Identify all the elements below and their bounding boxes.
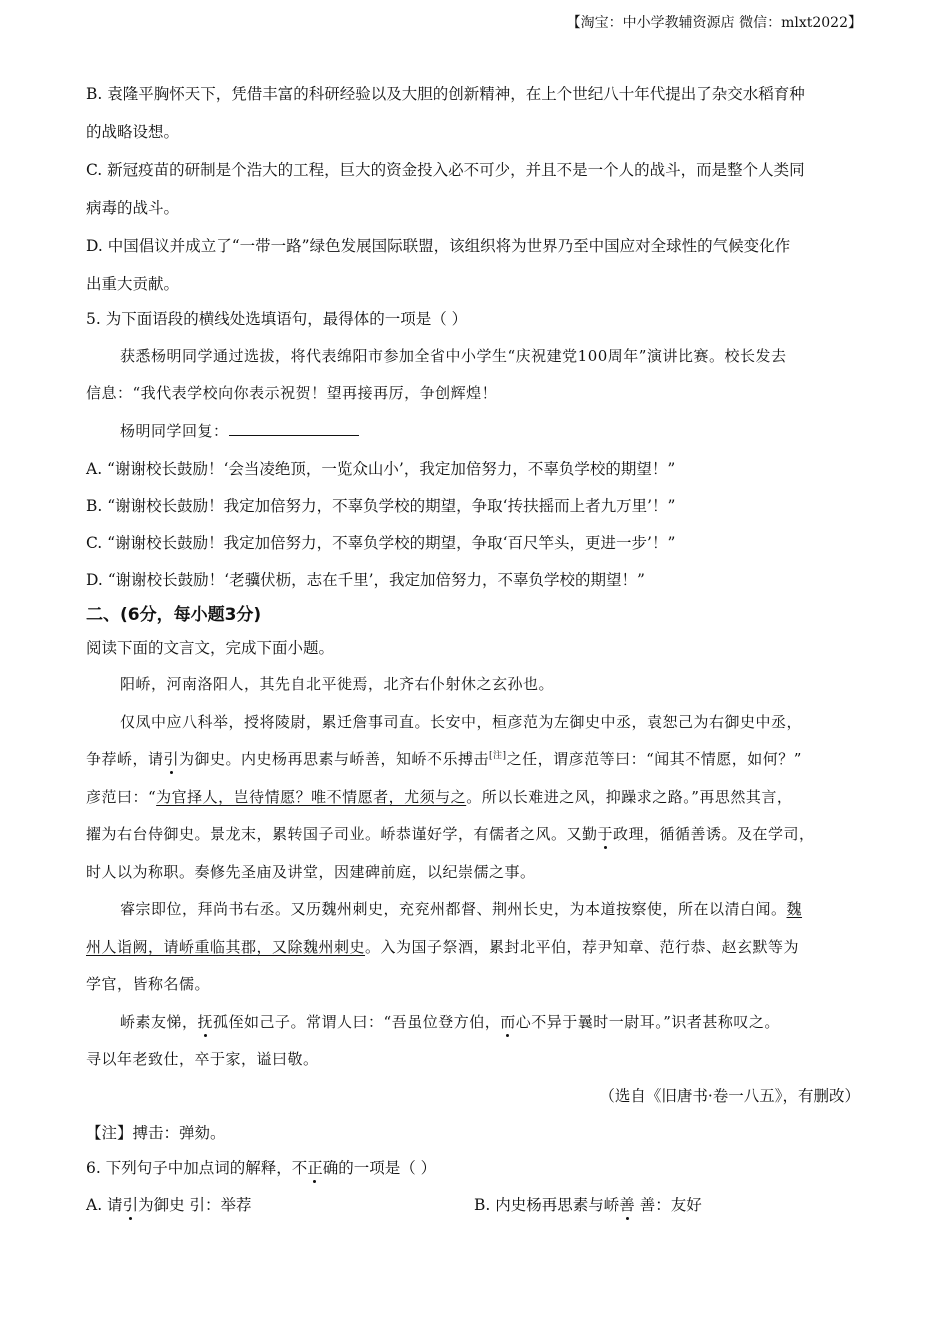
q5-passage-line1: 获悉杨明同学通过选拔，将代表绵阳市参加全省中小学生“庆祝建党100周年”演讲比赛。校长发去 — [120, 347, 787, 365]
dotted-word: 引 — [122, 1196, 139, 1214]
text-span: 。所以长难进之风，抑躁求之路。”再思然其言， — [466, 788, 793, 806]
q5-stem: 5. 为下面语段的横线处选填语句，最得体的一项是（ ） — [86, 310, 468, 328]
q4-option-d-line1: D. 中国倡议并成立了“一带一路”绿色发展国际联盟，该组织将为世界乃至中国应对全球性的气候变化作 — [86, 237, 791, 255]
passage-p2-line3 — [86, 786, 792, 807]
text-span: 善：友好 — [634, 1196, 702, 1214]
underlined-sentence: 魏 — [786, 900, 803, 918]
dotted-word: 于 — [597, 825, 614, 843]
passage-p3-line3: 学官，皆称名儒。 — [86, 975, 211, 993]
text-span: 。入为国子祭酒，累封北平伯，荐尹知章、范行恭、赵玄默等为 — [365, 938, 800, 956]
q5-answer-blank — [229, 421, 359, 436]
q5-option-a: A. “谢谢校长鼓励！‘会当凌绝顶，一览众山小’，我定加倍努力，不辜负学校的期望！” — [86, 460, 676, 478]
q5-reply-label: 杨明同学回复： — [120, 422, 229, 440]
text-span: A. 请 — [86, 1196, 123, 1214]
passage-p1: 阳峤，河南洛阳人，其先自北平徙焉，北齐右仆射休之玄孙也。 — [120, 675, 555, 693]
q5-option-c: C. “谢谢校长鼓励！我定加倍努力，不辜负学校的期望，争取‘百尺竿头，更进一步’！” — [86, 534, 676, 552]
dotted-word: 引 — [163, 750, 180, 768]
text-span: 争荐峤，请 — [86, 750, 164, 768]
q4-option-c-line1: C. 新冠疫苗的研制是个浩大的工程，巨大的资金投入必不可少，并且不是一个人的战斗，而是整个人类同 — [86, 161, 805, 179]
footnote: 【注】搏击：弹劾。 — [86, 1124, 226, 1142]
text-span: 6. 下列句子中加点词的解释， — [86, 1159, 292, 1177]
passage-p4-line1 — [120, 1011, 780, 1032]
text-span: 孤侄如己子。常谓人曰：“吾虽位登方伯， — [213, 1013, 501, 1031]
text-span: 心不异于曩时一尉耳。”识者甚称叹之。 — [515, 1013, 780, 1031]
dotted-word: 善 — [619, 1196, 635, 1214]
q6-stem — [86, 1156, 436, 1178]
section2-heading: 二、(6分，每小题3分) — [86, 605, 262, 625]
text-span: 峤素友悌， — [120, 1013, 198, 1031]
text-span: 擢为右台侍御史。景龙末，累转国子司业。峤恭谨好学，有儒者之风。又勤 — [86, 825, 598, 843]
q6-option-b — [474, 1193, 702, 1215]
passage-p2-line5: 时人以为称职。奏修先圣庙及讲堂，因建碑前庭，以纪崇儒之事。 — [86, 863, 536, 881]
page-header: 【淘宝：中小学教辅资源店 微信：mlxt2022】 — [566, 15, 862, 31]
passage-p3-line2 — [86, 936, 799, 957]
underlined-sentence: 为官择人，岂待情愿？唯不情愿者，尤须与之 — [156, 788, 467, 806]
text-span: 为御史 引：举荐 — [138, 1196, 252, 1214]
section2-instruction: 阅读下面的文言文，完成下面小题。 — [86, 639, 335, 657]
q5-option-b: B. “谢谢校长鼓励！我定加倍努力，不辜负学校的期望，争取‘抟扶摇而上者九万里’！” — [86, 497, 676, 515]
passage-p3-line1 — [120, 898, 802, 919]
q4-option-d-line2: 出重大贡献。 — [86, 275, 180, 293]
passage-p2-line4 — [86, 823, 815, 844]
q4-option-b-line1: B. 袁隆平胸怀天下，凭借丰富的科研经验以及大胆的创新精神，在上个世纪八十年代提出了杂交水稻育种 — [86, 85, 805, 103]
passage-source: （选自《旧唐书·卷一八五》，有删改） — [599, 1087, 860, 1105]
text-span: 彦范曰：“ — [86, 788, 157, 806]
footnote-marker: [注] — [489, 751, 507, 761]
passage-p2-line1: 仅凤中应八科举，授将陵尉，累迁詹事司直。长安中，桓彦范为左御史中丞，袁恕己为右御史中丞， — [120, 713, 803, 731]
text-span: 为御史。内史杨再思素与峤善，知峤不乐搏击 — [179, 750, 490, 768]
q4-option-c-line2: 病毒的战斗。 — [86, 199, 180, 217]
text-span: 睿宗即位，拜尚书右丞。又历魏州刺史，充兖州都督、荆州长史，为本道按察使，所在以清白闻。 — [120, 900, 787, 918]
q5-option-d: D. “谢谢校长鼓励！‘老骥伏枥，志在千里’，我定加倍努力，不辜负学校的期望！” — [86, 571, 645, 589]
dotted-word: 而 — [500, 1013, 516, 1031]
passage-p4-line2: 寻以年老致仕，卒于家，谥曰敬。 — [86, 1050, 319, 1068]
text-span: 政理，循循善诱。及在学司， — [613, 825, 815, 843]
q5-passage-line2: 信息：“我代表学校向你表示祝贺！望再接再厉，争创辉煌！ — [86, 384, 498, 402]
q4-option-b-line2: 的战略设想。 — [86, 123, 180, 141]
dotted-word: 不正确 — [291, 1159, 339, 1177]
text-span: B. 内史杨再思素与峤 — [474, 1196, 620, 1214]
passage-p2-line2 — [86, 748, 802, 769]
text-span: 的一项是（ ） — [338, 1159, 437, 1177]
underlined-sentence: 州人诣阙，请峤重临其郡，又除魏州刺史 — [86, 938, 366, 956]
q5-reply — [120, 420, 359, 441]
dotted-word: 抚 — [197, 1013, 214, 1031]
q6-option-a — [86, 1193, 252, 1215]
text-span: 之任，谓彦范等曰：“闻其不情愿，如何？” — [506, 750, 802, 768]
